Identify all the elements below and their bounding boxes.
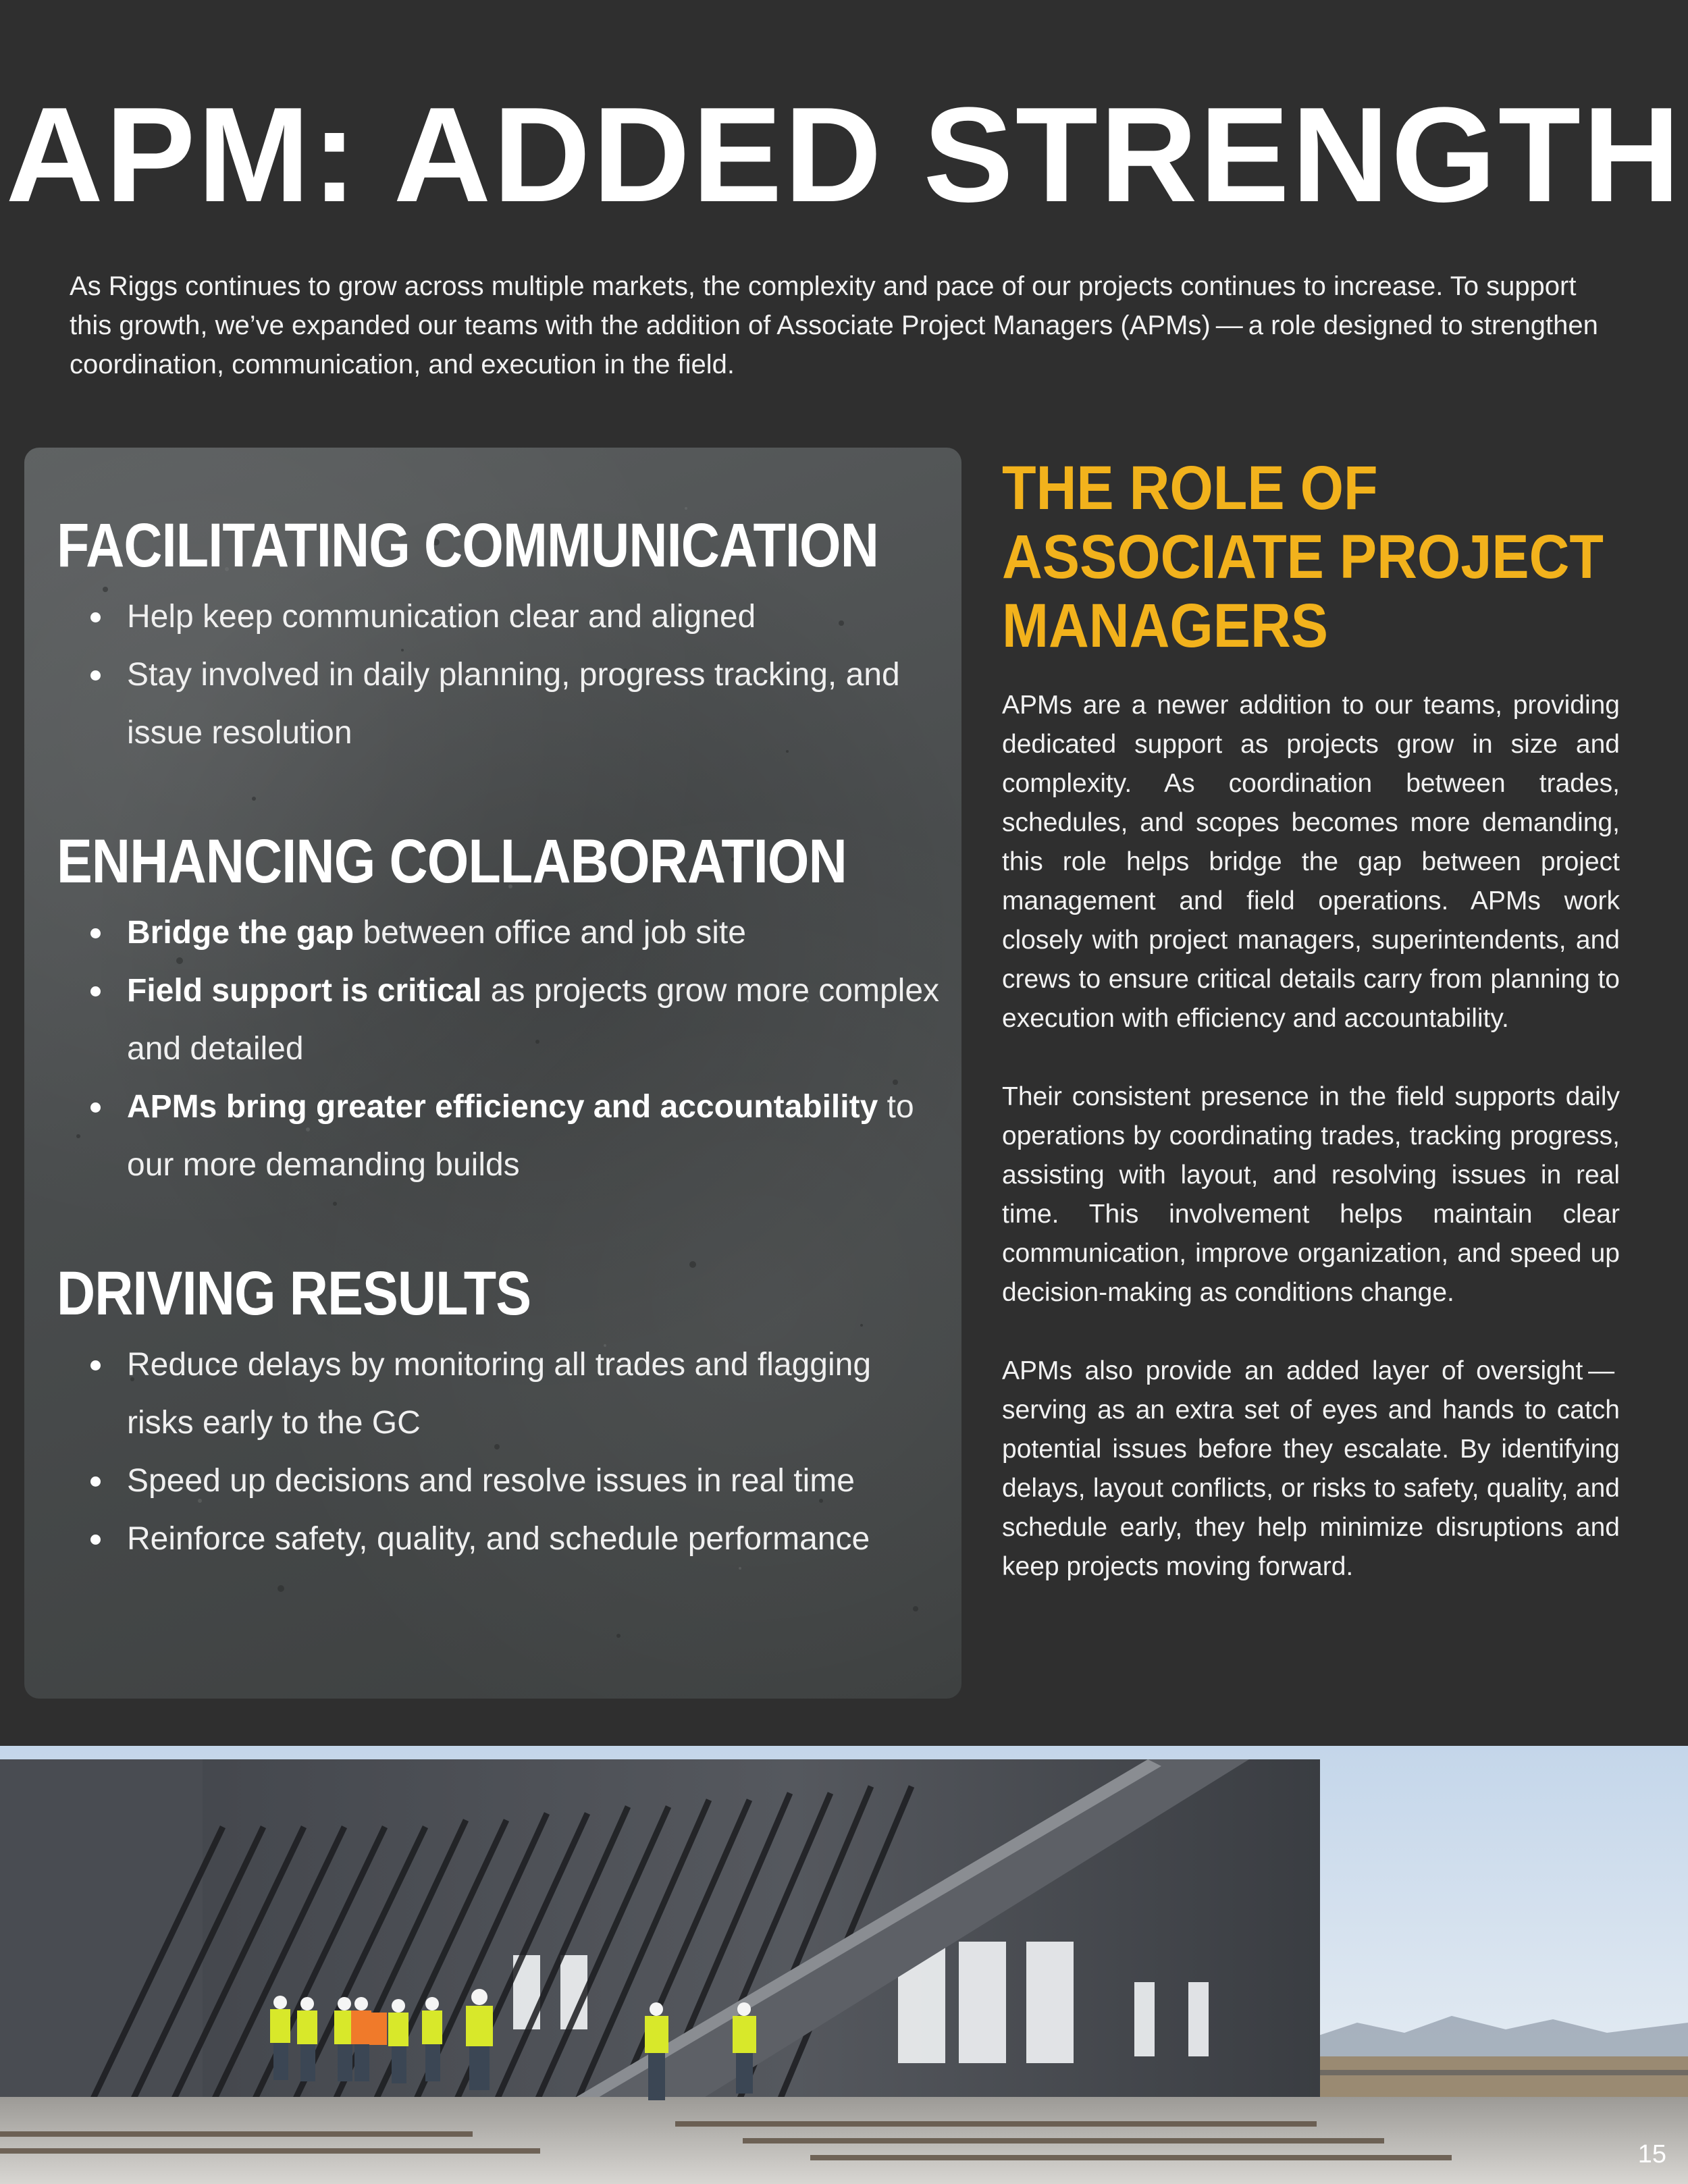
section-spacer: [57, 1194, 941, 1256]
role-column: [1002, 454, 1620, 1626]
role-heading-line: ASSOCIATE PROJECT: [1002, 523, 1604, 591]
role-heading-line: THE ROLE OF: [1002, 454, 1378, 523]
bullet-list: [57, 1336, 941, 1568]
section-spacer: [57, 762, 941, 824]
bullet-text: Reinforce safety, quality, and schedule performance: [127, 1521, 870, 1557]
bullet-emphasis: Field support is critical: [127, 973, 482, 1009]
section-heading: DRIVING RESULTS: [57, 1259, 531, 1328]
tilt-up-construction-illustration: [0, 1746, 1688, 2184]
intro-paragraph: As Riggs continues to grow across multiple markets, the complexity and pace of our projects continues to increase. To support this growth, we’ve expanded our teams with the addition of Associate Project Managers (APMs) — a role designed to strengthen coordination, communication, and execution in the field.: [70, 271, 1598, 379]
bullet-emphasis: APMs bring greater efficiency and accountability: [127, 1089, 878, 1125]
bullet-text: Help keep communication clear and aligned: [127, 599, 756, 635]
bullet-text: between office and job site: [354, 915, 746, 951]
role-paragraph: APMs are a newer addition to our teams, providing dedicated support as projects grow in size and complexity. As coordination between trades, schedules, and scopes becomes more demanding, this role helps bridge the gap between project management and field operations. APMs work closely with project managers, superintendents, and crews to ensure critical details carry from planning to execution with efficiency and accountability.: [1002, 691, 1620, 1033]
bullet-text: Stay involved in daily planning, progress tracking, and issue resolution: [127, 657, 900, 751]
role-heading-line: MANAGERS: [1002, 591, 1329, 660]
panel-content: [57, 508, 941, 1568]
bullet-text: Speed up decisions and resolve issues in real time: [127, 1463, 855, 1499]
bullet-item: [57, 646, 941, 762]
page-number: 15: [1637, 2140, 1666, 2168]
page-title: APM: ADDED STRENGTH: [5, 80, 1683, 230]
role-paragraph: APMs also provide an added layer of oversight — serving as an extra set of eyes and hands to catch potential issues before they escalate. By identifying delays, layout conflicts, or risks to safety, quality, and schedule early, they help minimize disruptions and keep projects moving forward.: [1002, 1356, 1620, 1581]
bullet-item: [57, 1510, 941, 1568]
bullet-list: [57, 904, 941, 1194]
role-body: [1002, 686, 1620, 1587]
bullet-list: [57, 588, 941, 762]
role-paragraph: Their consistent presence in the field supports daily operations by coordinating trades, tracking progress, assisting with layout, and resolving issues in real time. This involvement helps maintain clear communication, improve organization, and speed up decision-making as conditions change.: [1002, 1082, 1620, 1307]
bullet-text: Reduce delays by monitoring all trades and flagging risks early to the GC: [127, 1347, 872, 1441]
section-heading: FACILITATING COMMUNICATION: [57, 511, 879, 580]
section-heading: ENHANCING COLLABORATION: [57, 827, 847, 896]
bullet-item: [57, 962, 941, 1078]
bullet-item: [57, 904, 941, 962]
bullet-item: [57, 588, 941, 646]
construction-site-photo: [0, 1746, 1688, 2184]
bullet-text: to our more demanding builds: [127, 1089, 914, 1183]
bullet-text: as projects grow more complex and detailed: [127, 973, 940, 1067]
bullet-item: [57, 1336, 941, 1452]
bullet-emphasis: Bridge the gap: [127, 915, 354, 951]
bullet-item: [57, 1078, 941, 1194]
concrete-panel: [24, 448, 961, 1699]
bullet-item: [57, 1452, 941, 1510]
role-heading: [1002, 454, 1610, 660]
